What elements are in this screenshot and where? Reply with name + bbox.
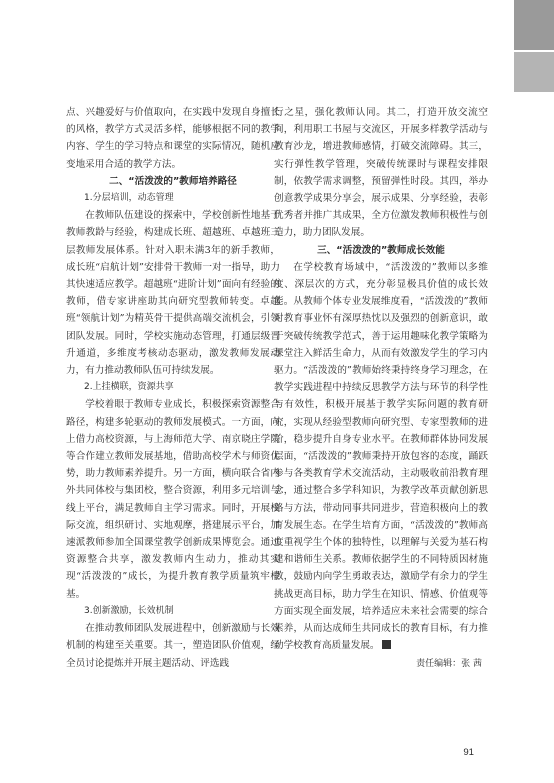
paragraph: 学校着眼于教师专业成长，积极探索资源整合路径，构建多轮驱动的教师发展模式。一方面，向上借力高校资源，与上海师范大学、南京晓庄学院等合作建立教师发展基地，借助高校学术与师资优势，助力教师素养提升。另一方面，横向联合省内外共同体校与集团校，整合资源，利用多元培训与线上平台，满足教师自主学习需求。同时，开展校际交流，组织研讨、实地观摩，搭建展示平台，加速派教师参加全国课堂教学创新成果博览会。通过资源整合共享，激发教师内生动力，推动其实现“活泼泼的”成长，为提升教育教学质量筑牢根基。	[66, 399, 280, 600]
paragraph: 点、兴趣爱好与价值取向，在实践中发现自身擅长的风格，教学方式灵活多样，能够根据不同的教学内容、学生的学习特点和课堂的实际情况，随机应变地采用合适的教学方法。	[66, 107, 280, 170]
corner-decoration-block	[514, 0, 554, 50]
subsection-heading: 3.创新激励，长效机制	[84, 605, 174, 616]
paragraph	[274, 259, 488, 655]
left-column	[66, 104, 280, 672]
end-mark-icon	[382, 640, 391, 649]
section-heading: 二、“活泼泼的”教师培养路径	[109, 175, 237, 187]
paragraph: 在教师队伍建设的探索中，学校创新性地基于教师教龄与经验，构建成长班、超越班、卓越班三层教师发展体系。针对入职未满3年的新手教师，成长班“启航计划”安排骨干教师一对一指导，助力其快速适应教学。超越班“进阶计划”面向有经验的教师，借专家讲座助其向研究型教师转变。卓越班“领航计划”为精英骨干提供高端交流机会，引领团队发展。同时，学校实施动态管理，打通层级晋升通道，多维度考核动态驱动，激发教师发展动力，有力推动教师队伍可持续发展。	[66, 210, 280, 377]
side-tab-decoration	[514, 52, 554, 92]
editor-credit: 责任编辑：张 茜	[416, 658, 482, 669]
subsection-heading: 1.分层培训，动态管理	[84, 193, 174, 204]
section-heading: 三、“活泼泼的”教师成长效能	[317, 244, 445, 256]
paragraph: 行之星，强化教师认同。其二，打造开放交流空间，利用职工书屋与交流区，开展多样教学活动与教育沙龙，增进教师感情，打破交流障碍。其三，实行弹性教学管理，突破传统课时与课程安排限制，依教学需求调整，预留弹性时段。其四，举办创意教学成果分享会，展示成果、分享经验，表彰优秀者并推广其成果，全方位激发教师积极性与创造力，助力团队发展。	[274, 107, 488, 239]
paragraph: 在推动教师团队发展进程中，创新激励与长效机制的构建至关重要。其一，塑造团队价值观，经全员讨论提炼并开展主题活动、评选践	[66, 623, 280, 669]
subsection-heading: 2.上挂横联，资源共享	[84, 382, 174, 393]
page-number: 91	[463, 747, 474, 758]
right-column	[274, 104, 488, 673]
paragraph-text: 在学校教育场域中，“活泼泼的”教师以多维度、深层次的方式，充分彰显极具价值的成长效能。从教师个体专业发展维度看，“活泼泼的”教师对教育事业怀有深厚热忱以及强烈的创新意识，敢于突破传统教学范式，善于运用趣味化教学策略为课堂注入鲜活生命力，从而有效激发学生的学习内驱力。“活泼泼的”教师始终秉持终身学习理念，在教学实践进程中持续反思教学方法与环节的科学性与有效性，积极开展基于教学实际问题的教育研究，实现从经验型教师向研究型、专家型教师的进阶，稳步提升自身专业水平。在教师群体协同发展层面，“活泼泼的”教师秉持开放包容的态度，踊跃参与各类教育学术交流活动，主动吸收前沿教育理念，通过整合多学科知识，为教学改革贡献创新思路与方法，带动同事共同进步，营造积极向上的教育发展生态。在学生培育方面，“活泼泼的”教师高度重视学生个体的独特性，以理解与关爱为基石构建和谐师生关系。教师依据学生的不同特质因材施教，鼓励内向学生勇敢表达，激励学有余力的学生挑战更高目标，助力学生在知识、情感、价值观等方面实现全面发展，培养适应未来社会需要的综合素养，从而达成师生共同成长的教育目标，有力推动学校教育高质量发展。	[274, 261, 488, 652]
